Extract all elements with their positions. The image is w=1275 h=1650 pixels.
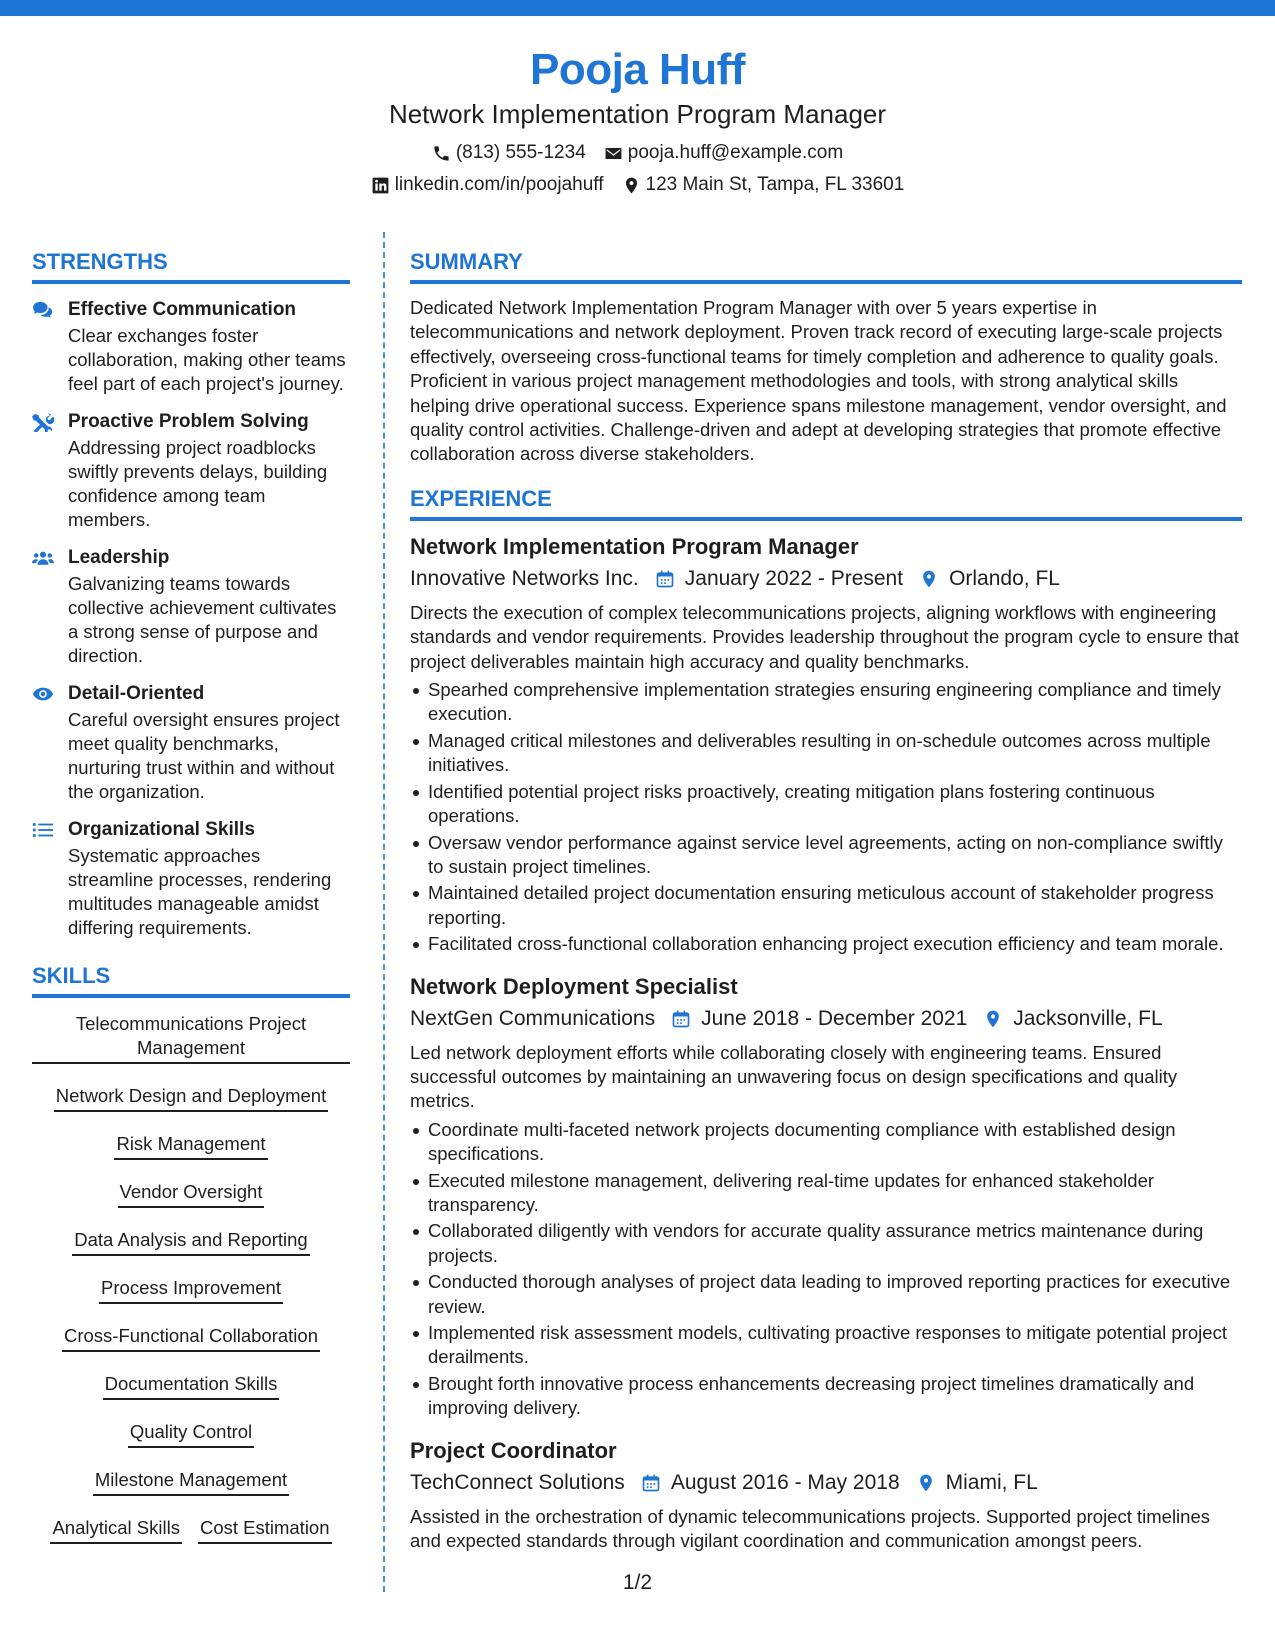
job-description: Assisted in the orchestration of dynamic telecommunications projects. Supported project timelines and expected standards through vigilant coordination and communication amongst peers.	[410, 1505, 1210, 1552]
strength-desc: Careful oversight ensures project meet quality benchmarks, nurturing trust within and without the organization.	[68, 709, 340, 802]
calendar-icon	[641, 1473, 661, 1493]
job-bullets	[410, 1118, 1242, 1421]
contact-email	[604, 140, 843, 166]
skill-tag: Vendor Oversight	[118, 1180, 265, 1208]
job-bullet: Facilitated cross-functional collaboration enhancing project execution efficiency and team morale.	[410, 932, 1242, 956]
job-bullet: Coordinate multi-faceted network projects documenting compliance with established design specifications.	[410, 1118, 1242, 1167]
skill-tag: Analytical Skills	[50, 1516, 182, 1544]
job-description: Directs the execution of complex telecommunications projects, aligning workflows with engineering standards and vendor requirements. Provides leadership throughout the program cycle to ensure that project deliverables maintain high accuracy and quality benchmarks.	[410, 601, 1239, 672]
experience-heading: EXPERIENCE	[410, 485, 1242, 521]
strength-desc: Galvanizing teams towards collective achievement cultivates a strong sense of purpose and direction.	[68, 573, 337, 666]
calendar-icon	[671, 1009, 691, 1029]
job-meta	[410, 1469, 1242, 1497]
job-bullet: Brought forth innovative process enhancements decreasing project timelines dramatically and improving delivery.	[410, 1372, 1242, 1421]
job-location: Miami, FL	[945, 1470, 1038, 1494]
job-dates: August 2016 - May 2018	[670, 1470, 900, 1494]
strength-item	[32, 298, 350, 396]
job-bullet: Identified potential project risks proactively, creating mitigation plans fostering continuous operations.	[410, 780, 1242, 829]
strength-title: Detail-Oriented	[68, 683, 205, 704]
strength-desc: Clear exchanges foster collaboration, making other teams feel part of each project's journey.	[68, 325, 346, 394]
envelope-icon	[604, 144, 623, 163]
job-description: Led network deployment efforts while collaborating closely with engineering teams. Ensured successful outcomes by maintaining an unwavering focus on design specifications and quality metrics.	[410, 1041, 1178, 1112]
job-bullet: Oversaw vendor performance against service level agreements, acting on non-compliance swiftly to sustain project timelines.	[410, 831, 1242, 880]
resume-header	[0, 44, 1275, 198]
skill-tag: Data Analysis and Reporting	[72, 1228, 309, 1256]
job-bullet: Executed milestone management, delivering real-time updates for enhanced stakeholder transparency.	[410, 1169, 1242, 1218]
comments-icon	[32, 300, 54, 320]
strength-item	[32, 818, 350, 940]
tools-icon	[32, 412, 54, 432]
job-entry	[410, 1437, 1242, 1554]
address-text: 123 Main St, Tampa, FL 33601	[645, 174, 905, 195]
skills-row	[32, 1510, 350, 1558]
phone-icon	[432, 144, 451, 163]
skill-tag: Risk Management	[114, 1132, 267, 1160]
linkedin-icon	[371, 176, 390, 195]
left-column	[32, 248, 350, 1558]
job-entry	[410, 973, 1242, 1421]
strength-item	[32, 546, 350, 668]
summary-heading: SUMMARY	[410, 248, 1242, 284]
map-pin-icon	[916, 1473, 936, 1493]
job-location: Orlando, FL	[949, 566, 1060, 590]
job-meta	[410, 1005, 1242, 1033]
strength-title: Proactive Problem Solving	[68, 411, 309, 432]
phone-text: (813) 555-1234	[455, 142, 586, 163]
job-location: Jacksonville, FL	[1013, 1006, 1163, 1030]
job-bullet: Implemented risk assessment models, cultivating proactive responses to mitigate potential project derailments.	[410, 1321, 1242, 1370]
top-accent-bar	[0, 0, 1275, 16]
skill-tag: Network Design and Deployment	[54, 1084, 328, 1112]
skills-list	[32, 1012, 350, 1558]
contact-row-2	[0, 172, 1275, 198]
strength-title: Organizational Skills	[68, 819, 255, 840]
map-pin-icon	[919, 569, 939, 589]
contact-linkedin	[371, 172, 604, 198]
page-number: 1/2	[622, 1571, 653, 1594]
contact-address	[622, 172, 905, 198]
job-bullets	[410, 678, 1242, 956]
eye-icon	[32, 684, 54, 704]
job-company: Innovative Networks Inc.	[410, 566, 639, 590]
job-bullet: Conducted thorough analyses of project data leading to improved reporting practices for executive review.	[410, 1270, 1242, 1319]
contact-row-1	[0, 140, 1275, 166]
job-title: Network Implementation Program Manager	[410, 533, 859, 559]
strength-desc: Addressing project roadblocks swiftly prevents delays, building confidence among team members.	[68, 437, 328, 530]
list-icon	[32, 820, 54, 840]
skill-tag: Milestone Management	[93, 1468, 289, 1496]
job-company: NextGen Communications	[410, 1006, 656, 1030]
skill-tag: Telecommunications Project Management	[32, 1012, 350, 1064]
job-entry	[410, 533, 1242, 957]
strength-item	[32, 410, 350, 532]
linkedin-text: linkedin.com/in/poojahuff	[394, 174, 604, 195]
map-pin-icon	[983, 1009, 1003, 1029]
candidate-name: Pooja Huff	[530, 45, 745, 94]
skill-tag: Cross-Functional Collaboration	[62, 1324, 320, 1352]
skill-tag: Documentation Skills	[103, 1372, 280, 1400]
users-icon	[32, 548, 54, 568]
job-bullet: Maintained detailed project documentation ensuring meticulous account of stakeholder progress reporting.	[410, 881, 1242, 930]
candidate-title: Network Implementation Program Manager	[388, 99, 887, 129]
strength-title: Leadership	[68, 547, 170, 568]
right-column	[410, 248, 1242, 1553]
job-title: Project Coordinator	[410, 1437, 617, 1463]
column-divider	[383, 232, 385, 1592]
job-company: TechConnect Solutions	[410, 1470, 625, 1494]
summary-text: Dedicated Network Implementation Program Manager with over 5 years expertise in telecommunications and network deployment. Proven track record of executing large-scale projects effectively, overseeing cross-functional teams for timely completion and adherence to quality goals. Proficient in various project management methodologies and tools, with strong analytical skills helping drive operational success. Experience spans milestone management, vendor oversight, and quality control activities. Challenge-driven and adept at developing strategies that promote effective collaboration across diverse stakeholders.	[410, 297, 1227, 465]
job-bullet: Collaborated diligently with vendors for accurate quality assurance metrics maintenance during projects.	[410, 1219, 1242, 1268]
job-bullet: Managed critical milestones and deliverables resulting in on-schedule outcomes across multiple initiatives.	[410, 729, 1242, 778]
calendar-icon	[655, 569, 675, 589]
job-dates: January 2022 - Present	[684, 566, 904, 590]
job-meta	[410, 565, 1242, 593]
job-bullet: Spearhed comprehensive implementation strategies ensuring engineering compliance and timely execution.	[410, 678, 1242, 727]
strengths-heading: STRENGTHS	[32, 248, 350, 284]
strength-title: Effective Communication	[68, 299, 297, 320]
strength-item	[32, 682, 350, 804]
email-text: pooja.huff@example.com	[627, 142, 844, 163]
skill-tag: Cost Estimation	[198, 1516, 332, 1544]
contact-phone	[432, 140, 586, 166]
skill-tag: Quality Control	[128, 1420, 254, 1448]
job-dates: June 2018 - December 2021	[701, 1006, 968, 1030]
job-title: Network Deployment Specialist	[410, 973, 738, 999]
strength-desc: Systematic approaches streamline processes, rendering multitudes manageable amidst differing requirements.	[68, 845, 332, 938]
skills-heading: SKILLS	[32, 962, 350, 998]
map-pin-icon	[622, 176, 641, 195]
skill-tag: Process Improvement	[99, 1276, 283, 1304]
